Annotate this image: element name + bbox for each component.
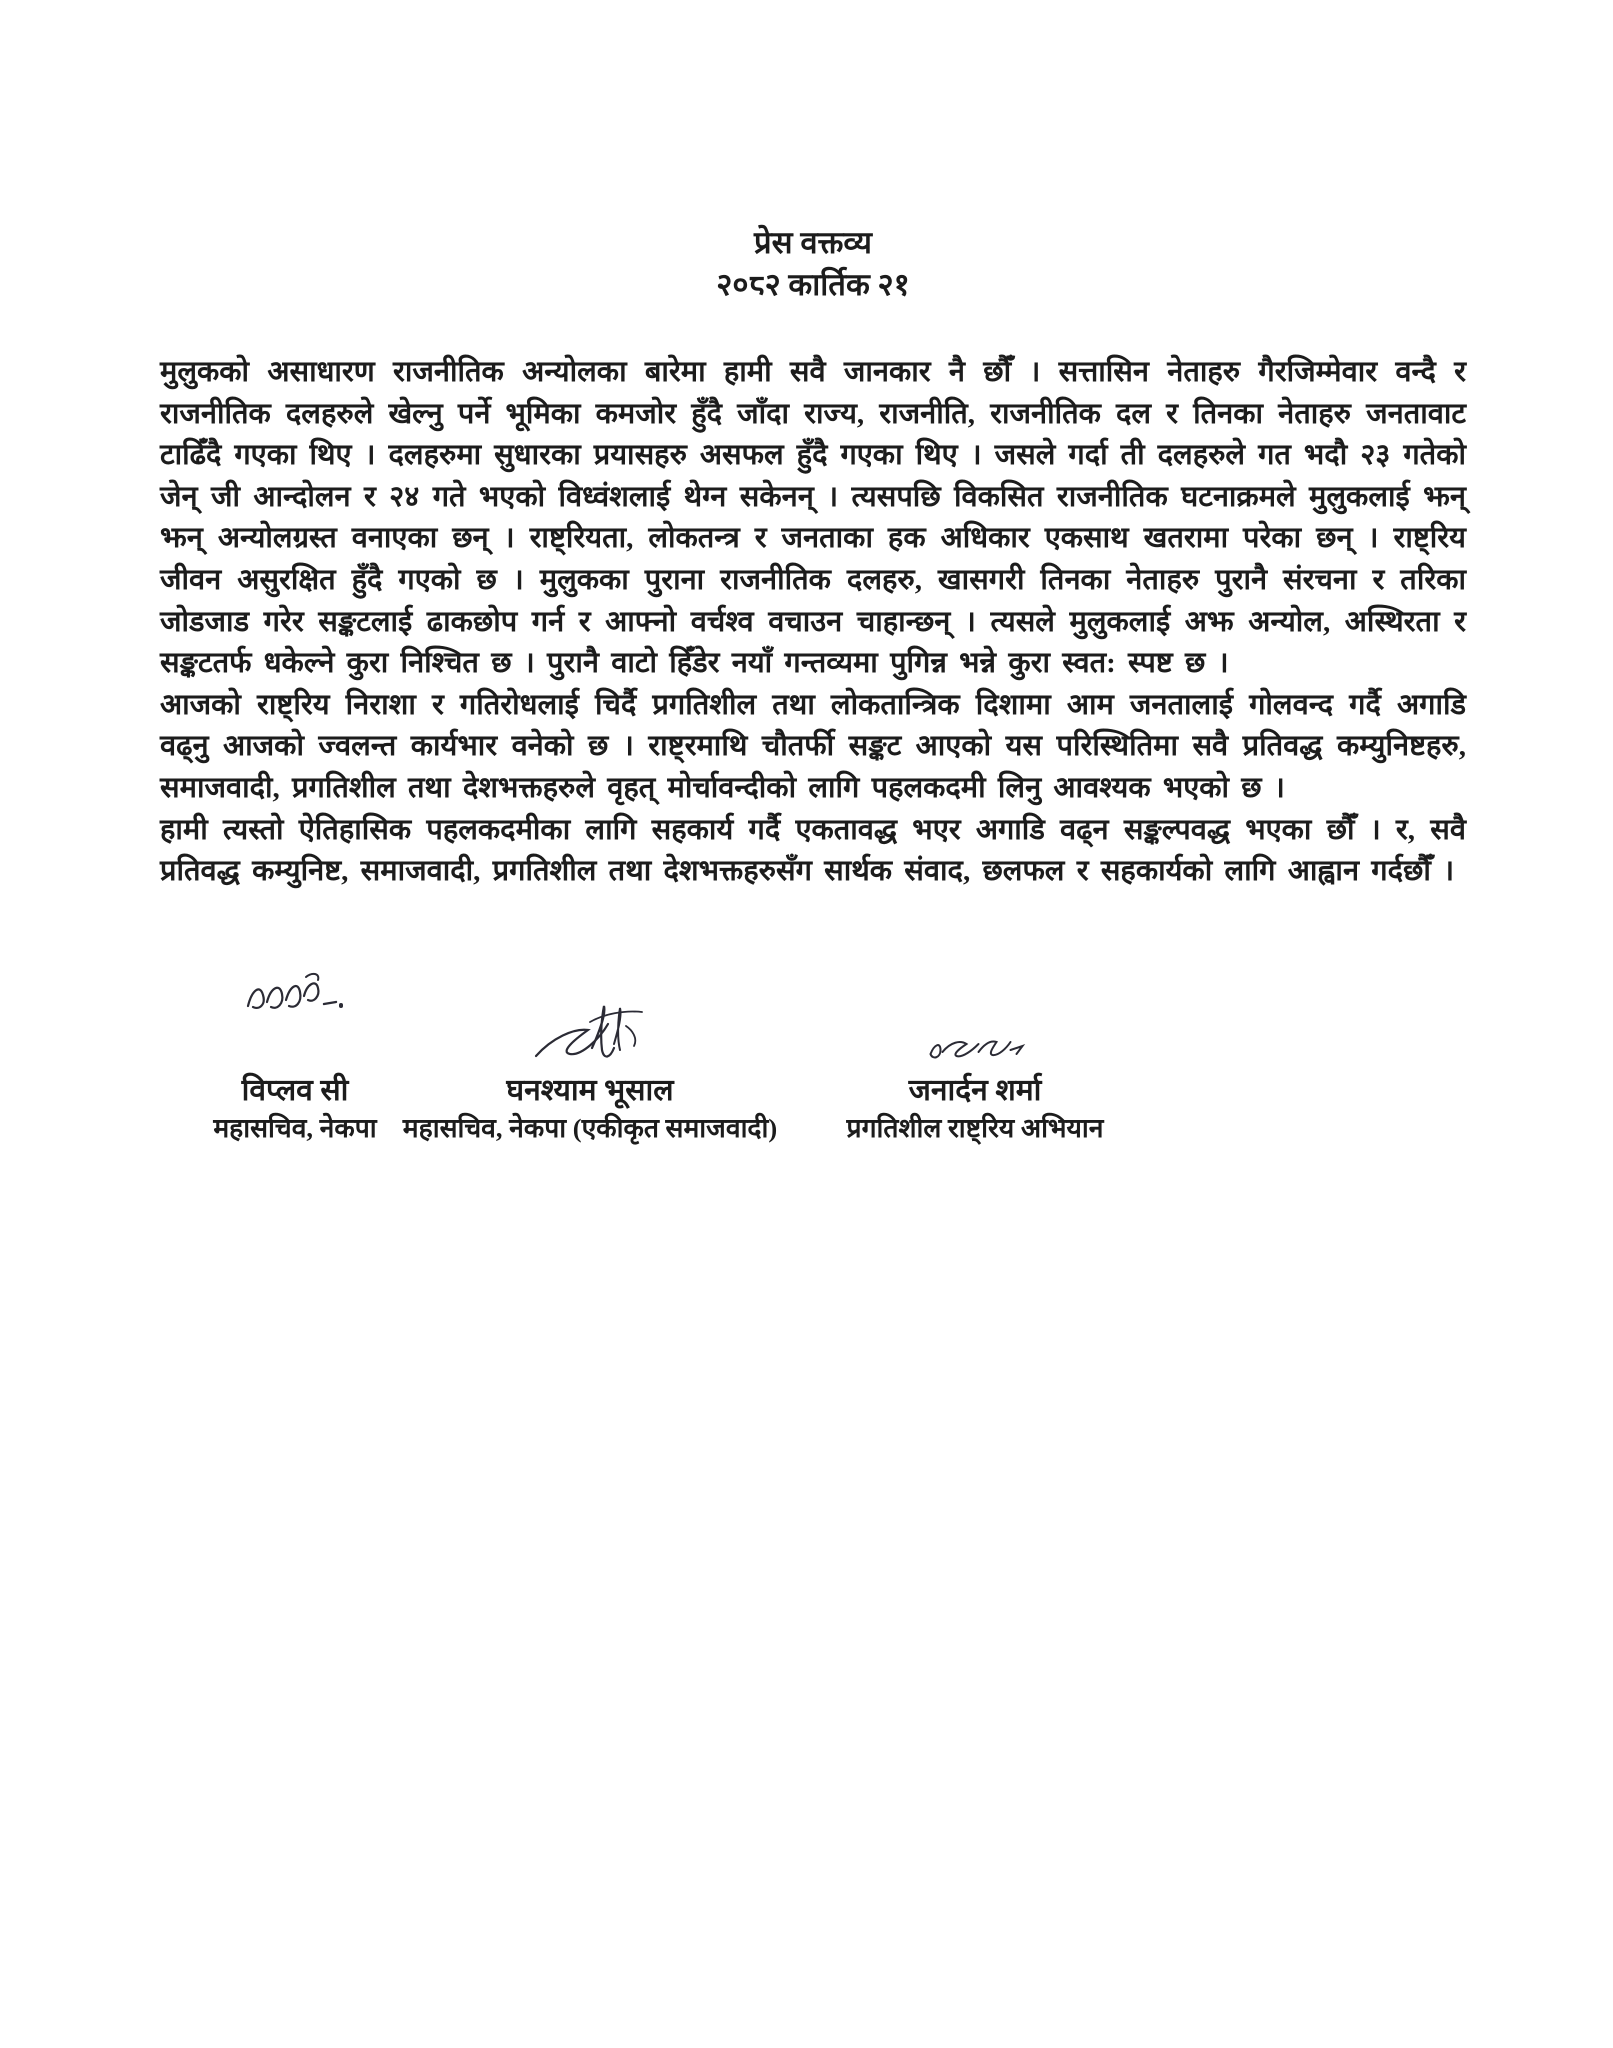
signatory-2	[380, 962, 800, 1144]
signatory-role: महासचिव, नेकपा	[213, 1113, 377, 1143]
signature-icon	[810, 962, 1140, 1074]
signature-icon	[380, 962, 800, 1074]
document-body	[160, 352, 1466, 893]
document-title: प्रेस वक्तव्य	[753, 225, 873, 260]
signatory-3	[810, 962, 1140, 1144]
document-header	[160, 222, 1466, 306]
signature-block	[0, 962, 1613, 1182]
document-date: २०८२ कार्तिक २१	[716, 267, 910, 302]
signatory-name: जनार्दन शर्मा	[908, 1074, 1042, 1107]
signatory-role: महासचिव, नेकपा (एकीकृत समाजवादी)	[402, 1113, 778, 1143]
signatory-name: घनश्याम भूसाल	[506, 1074, 674, 1107]
paragraph-2: आजको राष्ट्रिय निराशा र गतिरोधलाई चिर्दै प्रगतिशील तथा लोकतान्त्रिक दिशामा आम जनतालाई गोलवन्द गर्दै अगाडि वढ्नु आजको ज्वलन्त कार्यभार वनेको छ । राष्ट्रमाथि चौतर्फी सङ्कट आएको यस परिस्थितिमा सवै प्रतिवद्ध कम्युनिष्टहरु, समाजवादी, प्रगतिशील तथा देशभक्तहरुले वृहत् मोर्चावन्दीको लागि पहलकदमी लिनु आवश्यक भएको छ ।	[160, 688, 1466, 804]
paragraph-3: हामी त्यस्तो ऐतिहासिक पहलकदमीका लागि सहकार्य गर्दै एकतावद्ध भएर अगाडि वढ्न सङ्कल्पवद्ध भएका छौँ । र, सवै प्रतिवद्ध कम्युनिष्ट, समाजवादी, प्रगतिशील तथा देशभक्तहरुसँग सार्थक संवाद, छलफल र सहकार्यको लागि आह्वान गर्दछौँ ।	[160, 813, 1466, 888]
signatory-name: विप्लव सी	[241, 1074, 349, 1107]
paragraph-1: मुलुकको असाधारण राजनीतिक अन्योलका बारेमा हामी सवै जानकार नै छौँ । सत्तासिन नेताहरु गैरजिम्मेवार वन्दै र राजनीतिक दलहरुले खेल्नु पर्ने भूमिका कमजोर हुँदै जाँदा राज्य, राजनीति, राजनीतिक दल र तिनका नेताहरु जनतावाट टाढिँदै गएका थिए । दलहरुमा सुधारका प्रयासहरु असफल हुँदै गएका थिए । जसले गर्दा ती दलहरुले गत भदौ २३ गतेको जेन् जी आन्दोलन र २४ गते भएको विध्वंशलाई थेग्न सकेनन् । त्यसपछि विकसित राजनीतिक घटनाक्रमले मुलुकलाई झन् झन् अन्योलग्रस्त वनाएका छन् । राष्ट्रियता, लोकतन्त्र र जनताका हक अधिकार एकसाथ खतरामा परेका छन् । राष्ट्रिय जीवन असुरक्षित हुँदै गएको छ । मुलुकका पुराना राजनीतिक दलहरु, खासगरी तिनका नेताहरु पुरानै संरचना र तरिका जोडजाड गरेर सङ्कटलाई ढाकछोप गर्न र आफ्नो वर्चश्व वचाउन चाहान्छन् । त्यसले मुलुकलाई अझ अन्योल, अस्थिरता र सङ्कटतर्फ धकेल्ने कुरा निश्चित छ । पुरानै वाटो हिँडेर नयाँ गन्तव्यमा पुगिन्न भन्ने कुरा स्वत: स्पष्ट छ ।	[160, 356, 1466, 680]
signatory-role: प्रगतिशील राष्ट्रिय अभियान	[846, 1113, 1104, 1143]
